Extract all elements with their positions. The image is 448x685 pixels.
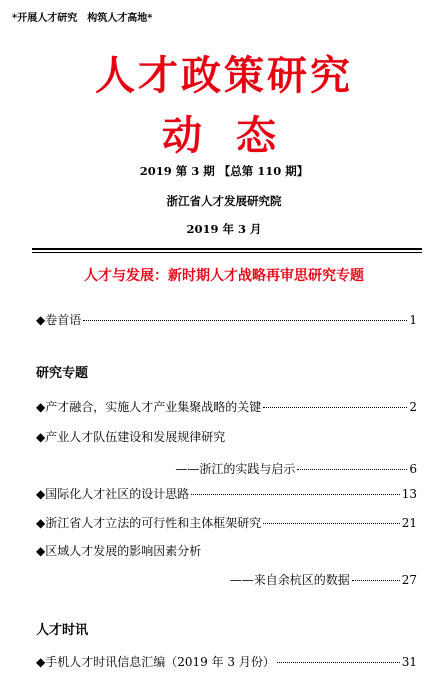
publication-title-line2: 动 态 (162, 112, 286, 159)
toc-entry-title: ◆产业人才队伍建设和发展规律研究 (36, 430, 226, 444)
toc-page-number: 2 (409, 400, 417, 414)
issue-number: 2019 第 3 期 【总第 110 期】 (139, 164, 309, 178)
toc-entry-continuation[interactable] (36, 571, 417, 588)
toc-page-number: 13 (401, 487, 417, 501)
publisher: 浙江省人才发展研究院 (166, 194, 282, 208)
toc-entry-title: ◆产才融合，实施人才产业集聚战略的关键 (36, 400, 262, 414)
divider-thick (32, 248, 422, 250)
toc-leader (297, 469, 407, 470)
toc-entry-title: ◆手机人才时讯信息汇编（2019 年 3 月份） (36, 655, 275, 669)
toc-entry[interactable] (36, 428, 417, 445)
toc-entry-title: ◆浙江省人才立法的可行性和主体框架研究 (36, 516, 262, 530)
divider-thin (32, 252, 422, 253)
toc-entry-subtitle: ——来自余杭区的数据 (229, 573, 350, 587)
publication-title: 人才政策研究 (95, 52, 353, 99)
toc-leader (277, 662, 400, 663)
toc-entry-title: ◆国际化人才社区的设计思路 (36, 487, 190, 501)
toc-entry[interactable] (36, 398, 417, 415)
toc-entry[interactable] (36, 514, 417, 531)
toc-entry-title: ◆区域人才发展的影响因素分析 (36, 544, 202, 558)
toc-page-number: 6 (409, 462, 417, 476)
toc-entry[interactable] (36, 542, 417, 559)
issue-theme: 人才与发展：新时期人才战略再审思研究专题 (84, 268, 364, 284)
toc-page-number: 31 (401, 655, 417, 669)
toc-leader (191, 494, 399, 495)
toc-entry[interactable] (36, 485, 417, 502)
toc-page-number: 21 (401, 516, 417, 530)
toc-leader (263, 407, 407, 408)
section-heading-research: 研究专题 (36, 366, 89, 381)
slogan: *开展人才研究 构筑人才高地* (12, 13, 153, 24)
toc-entry-subtitle: ——浙江的实践与启示 (175, 462, 296, 476)
toc-leader (83, 320, 407, 321)
toc-page-number: 27 (401, 573, 417, 587)
toc-page-number: 1 (409, 313, 417, 327)
toc-entry-preface[interactable] (36, 311, 417, 328)
toc-entry-news[interactable] (36, 653, 417, 670)
issue-date: 2019 年 3 月 (186, 222, 262, 236)
toc-leader (352, 580, 400, 581)
toc-entry-title: ◆卷首语 (36, 313, 82, 327)
toc-entry-continuation[interactable] (36, 460, 417, 477)
section-heading-news: 人才时讯 (36, 623, 89, 638)
toc-leader (263, 523, 399, 524)
